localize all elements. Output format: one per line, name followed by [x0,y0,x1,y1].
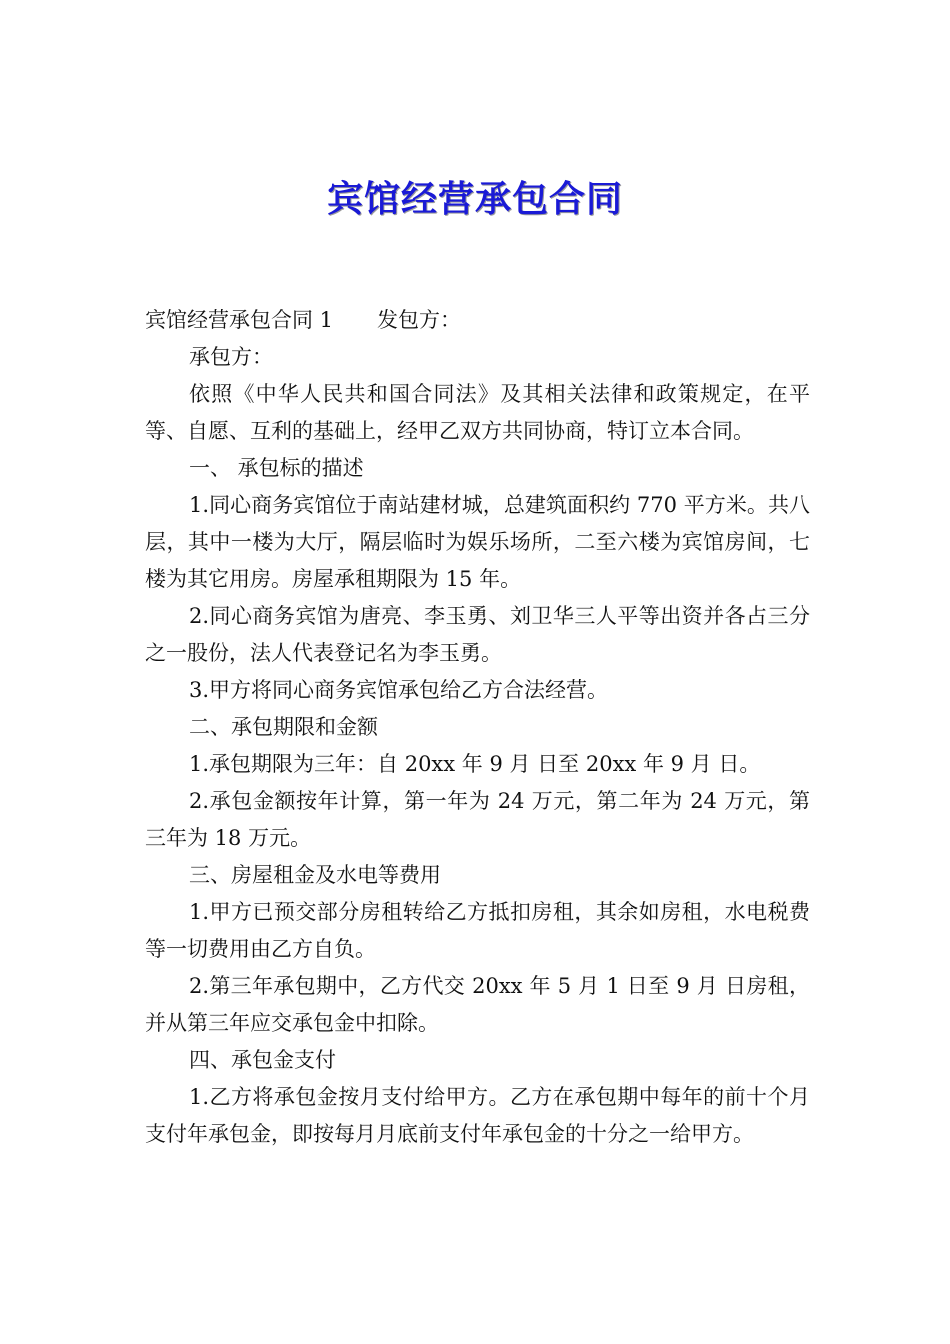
section-heading-4: 四、承包金支付 [189,1048,336,1072]
contractor-label: 承包方： [189,345,273,369]
clause-1-2: 2.同心商务宾馆为唐亮、李玉勇、刘卫华三人平等出资并各占三分之一股份，法人代表登记名为李玉勇。 [145,604,810,665]
section-heading-2: 二、承包期限和金额 [189,715,378,739]
clause-1-1: 1.同心商务宾馆位于南站建材城，总建筑面积约 770 平方米。共八层，其中一楼为大厅，隔层临时为娱乐场所，二至六楼为宾馆房间，七楼为其它用房。房屋承租期限为 15 年。 [145,493,810,591]
issuer-label: 发包方： [377,308,462,332]
intro-line [145,302,810,339]
clause-3-2: 2.第三年承包期中，乙方代交 20xx 年 5 月 1 日至 9 月 日房租，并从第三年应交承包金中扣除。 [145,974,810,1035]
clause-2-2: 2.承包金额按年计算，第一年为 24 万元，第二年为 24 万元，第三年为 18 万元。 [145,789,810,850]
clause-1-3: 3.甲方将同心商务宾馆承包给乙方合法经营。 [189,678,609,702]
preamble-paragraph: 依照《中华人民共和国合同法》及其相关法律和政策规定，在平等、自愿、互利的基础上，经甲乙双方共同协商，特订立本合同。 [145,382,810,443]
document-body [145,302,810,1153]
intro-contract-label: 宾馆经营承包合同 1 [145,308,334,332]
clause-2-1: 1.承包期限为三年：自 20xx 年 9 月 日至 20xx 年 9 月 日。 [189,752,761,776]
clause-4-1: 1.乙方将承包金按月支付给甲方。乙方在承包期中每年的前十个月支付年承包金，即按每月月底前支付年承包金的十分之一给甲方。 [145,1085,810,1146]
document-title: 宾馆经营承包合同 [326,179,623,220]
section-heading-3: 三、房屋租金及水电等费用 [189,863,441,887]
clause-3-1: 1.甲方已预交部分房租转给乙方抵扣房租，其余如房租，水电税费等一切费用由乙方自负。 [145,900,810,961]
section-heading-1: 一、 承包标的描述 [189,456,364,480]
